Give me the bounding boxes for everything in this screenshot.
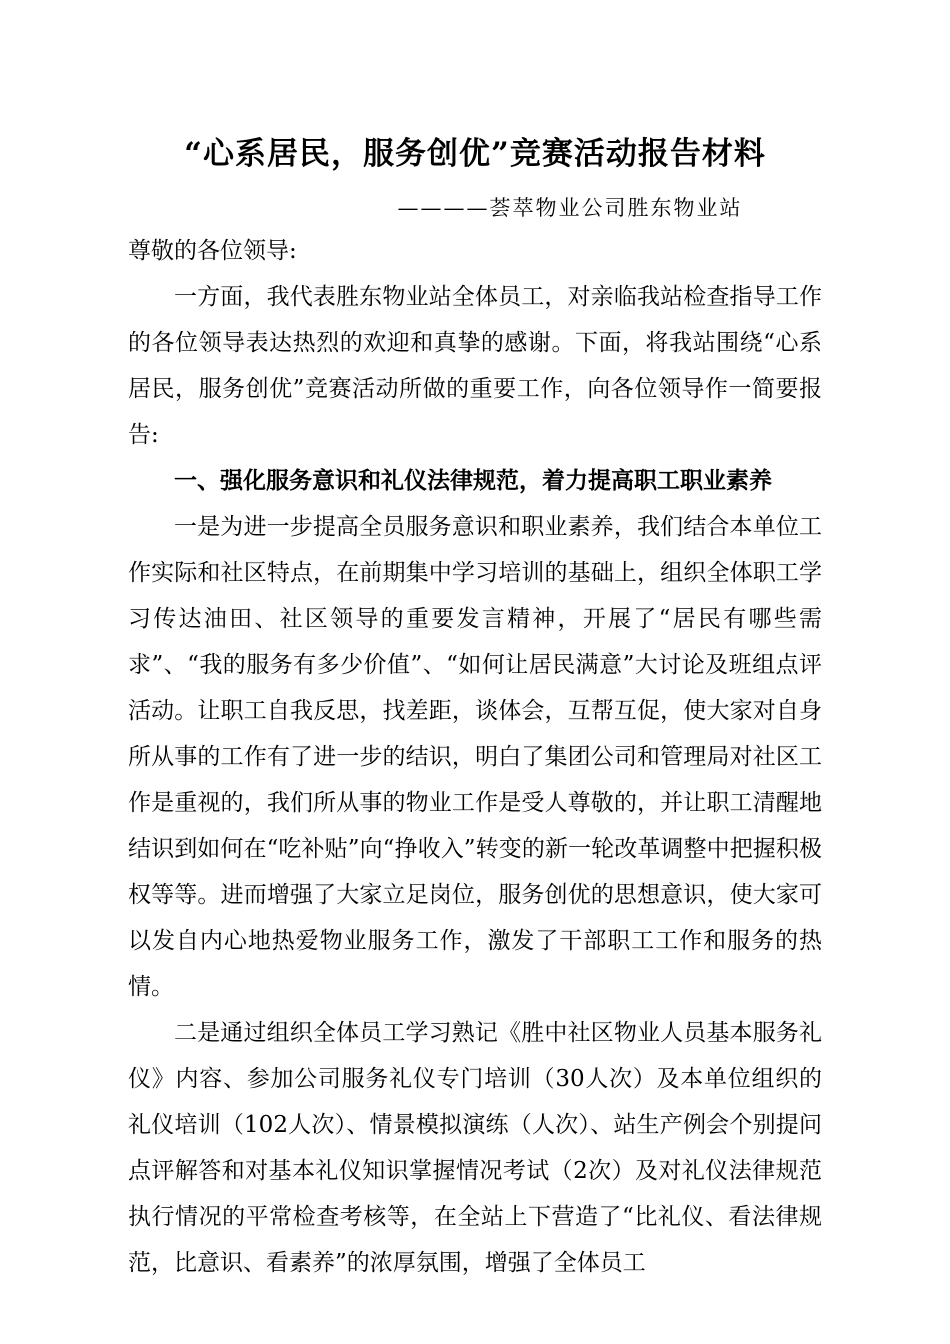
salutation: 尊敬的各位领导: [128, 238, 297, 264]
intro-paragraph: 一方面，我代表胜东物业站全体员工，对亲临我站检查指导工作的各位领导表达热烈的欢迎和真挚的感谢。下面，将我站围绕“心系居民，服务创优”竞赛活动所做的重要工作，向各位领导作一简要报告: [128, 284, 822, 448]
body-paragraph: 一是为进一步提高全员服务意识和职业素养，我们结合本单位工作实际和社区特点，在前期集中学习培训的基础上，组织全体职工学习传达油田、社区领导的重要发言精神，开展了“居民有哪些需求”、“我的服务有多少价值”、“如何让居民满意”大讨论及班组点评活动。让职工自我反思，找差距，谈体会，互帮互促，使大家对自身所从事的工作有了进一步的结识，明白了集团公司和管理局对社区工作是重视的，我们所从事的物业工作是受人尊敬的，并让职工清醒地结识到如何在“吃补贴”向“挣收入”转变的新一轮改革调整中把握积极权等等。进而增强了大家立足岗位，服务创优的思想意识，使大家可以发自内心地热爱物业服务工作，激发了干部职工工作和服务的热情。 [128, 514, 822, 1000]
document-subtitle: ————荟萃物业公司胜东物业站 [397, 196, 743, 220]
document-title: “心系居民，服务创优”竞赛活动报告材料 [184, 136, 766, 172]
document-body [128, 228, 822, 1286]
section-heading: 一、强化服务意识和礼仪法律规范，着力提高职工职业素养 [174, 467, 772, 494]
body-paragraph: 二是通过组织全体员工学习熟记《胜中社区物业人员基本服务礼仪》内容、参加公司服务礼仪专门培训（30人次）及本单位组织的礼仪培训（102人次）、情景模拟演练（人次）、站生产例会个别提问点评解答和对基本礼仪知识掌握情况考试（2次）及对礼仪法律规范执行情况的平常检查考核等，在全站上下营造了“比礼仪、看法律规范，比意识、看素养”的浓厚氛围，增强了全体员工 [128, 1020, 822, 1276]
